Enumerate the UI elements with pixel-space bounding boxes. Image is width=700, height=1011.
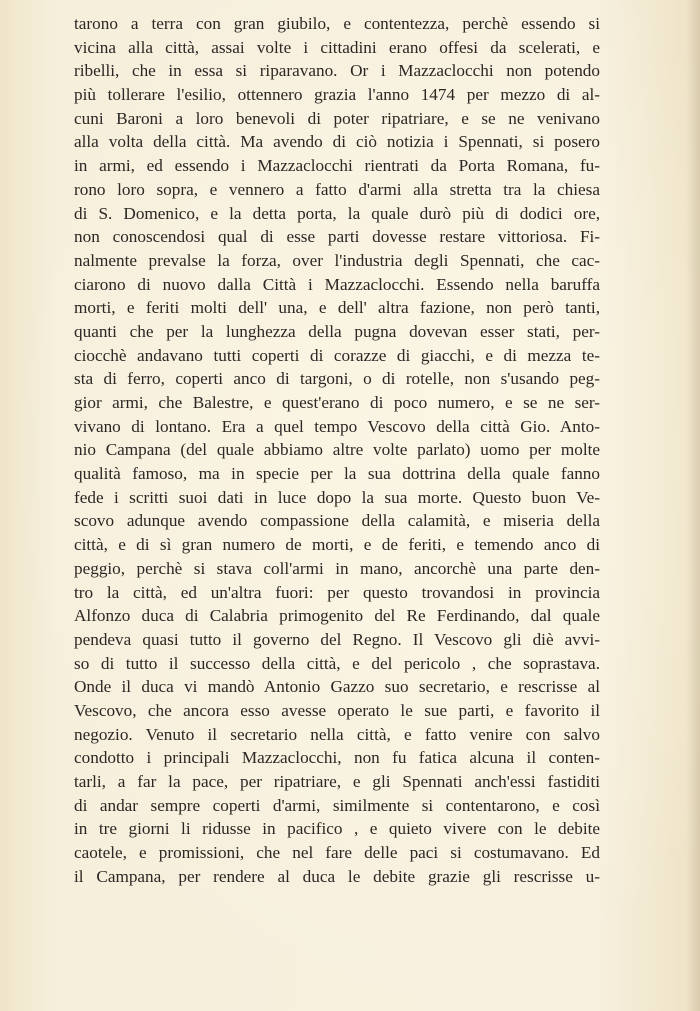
text-line: di andar sempre coperti d'armi, similmente si contentarono, e così	[74, 795, 600, 815]
text-line: Onde il duca vi mandò Antonio Gazzo suo secretario, e rescrisse al	[74, 677, 600, 697]
text-line: nio Campana (del quale abbiamo altre volte parlato) uomo per molte	[74, 440, 600, 460]
text-line: più tollerare l'esilio, ottennero grazia l'anno 1474 per mezzo di al-	[74, 85, 600, 105]
text-line: caotele, e promissioni, che nel fare delle paci si costumavano. Ed	[74, 843, 600, 863]
text-line: peggio, perchè si stava coll'armi in mano, ancorchè una parte den-	[74, 558, 600, 578]
text-line: in tre giorni li ridusse in pacifico , e quieto vivere con le debite	[74, 819, 600, 839]
text-line: ribelli, che in essa si riparavano. Or i Mazzaclocchi non potendo	[74, 61, 600, 81]
text-line: tarli, a far la pace, per ripatriare, e gli Spennati anch'essi fastiditi	[74, 772, 600, 791]
text-line: Alfonzo duca di Calabria primogenito del Re Ferdinando, dal quale	[74, 606, 600, 626]
text-line: Vescovo, che ancora esso avesse operato le sue parti, e favorito il	[74, 700, 600, 720]
text-line: so di tutto il successo della città, e del pericolo , che soprastava.	[74, 653, 600, 673]
text-line: morti, e feriti molti dell' una, e dell' altra fazione, non però tanti,	[74, 298, 600, 318]
text-line: vicina alla città, assai volte i cittadini erano offesi da scelerati, e	[74, 37, 600, 57]
text-line: alla volta della città. Ma avendo di ciò notizia i Spennati, si posero	[74, 132, 600, 152]
page-edge-shadow	[686, 0, 700, 1011]
text-line: nalmente prevalse la forza, over l'industria degli Spennati, che cac-	[74, 250, 600, 270]
text-line: in armi, ed essendo i Mazzaclocchi rientrati da Porta Romana, fu-	[74, 156, 600, 176]
text-line: di S. Domenico, e la detta porta, la quale durò più di dodici ore,	[74, 203, 600, 223]
text-line: negozio. Venuto il secretario nella città, e fatto venire con salvo	[74, 724, 600, 744]
text-line: rono loro sopra, e vennero a fatto d'armi alla stretta tra la chiesa	[74, 179, 600, 199]
text-line: cuni Baroni a loro benevoli di poter ripatriare, e se ne venivano	[74, 108, 600, 128]
text-line: non conoscendosi qual di esse parti dovesse restare vittoriosa. Fi-	[74, 227, 600, 247]
body-text	[74, 12, 600, 888]
text-line: scovo adunque avendo compassione della calamità, e miseria della	[74, 511, 600, 531]
text-line: qualità famoso, ma in specie per la sua dottrina della quale fanno	[74, 464, 600, 484]
text-line: sta di ferro, coperti anco di targoni, o di rotelle, non s'usando peg-	[74, 369, 600, 389]
text-line: vivano di lontano. Era a quel tempo Vescovo della città Gio. Anto-	[74, 416, 600, 436]
text-line: tarono a terra con gran giubilo, e contentezza, perchè essendo si	[74, 14, 600, 33]
text-line: tro la città, ed un'altra fuori: per questo trovandosi in provincia	[74, 582, 600, 602]
text-line: città, e di sì gran numero de morti, e de feriti, e temendo anco di	[74, 535, 600, 555]
text-line: il Campana, per rendere al duca le debite grazie gli rescrisse u-	[74, 866, 600, 886]
text-line: condotto i principali Mazzaclocchi, non fu fatica alcuna il conten-	[74, 748, 600, 768]
text-line: ciarono di nuovo dalla Città i Mazzaclocchi. Essendo nella baruffa	[74, 274, 600, 294]
text-line: ciocchè andavano tutti coperti di corazze di giacchi, e di mezza te-	[74, 345, 600, 365]
text-line: quanti che per la lunghezza della pugna dovevan esser stati, per-	[74, 321, 600, 341]
text-line: pendeva quasi tutto il governo del Regno. Il Vescovo gli diè avvi-	[74, 629, 600, 649]
text-line: gior armi, che Balestre, e quest'erano di poco numero, e se ne ser-	[74, 393, 600, 412]
text-line: fede i scritti suoi dati in luce dopo la sua morte. Questo buon Ve-	[74, 487, 600, 507]
